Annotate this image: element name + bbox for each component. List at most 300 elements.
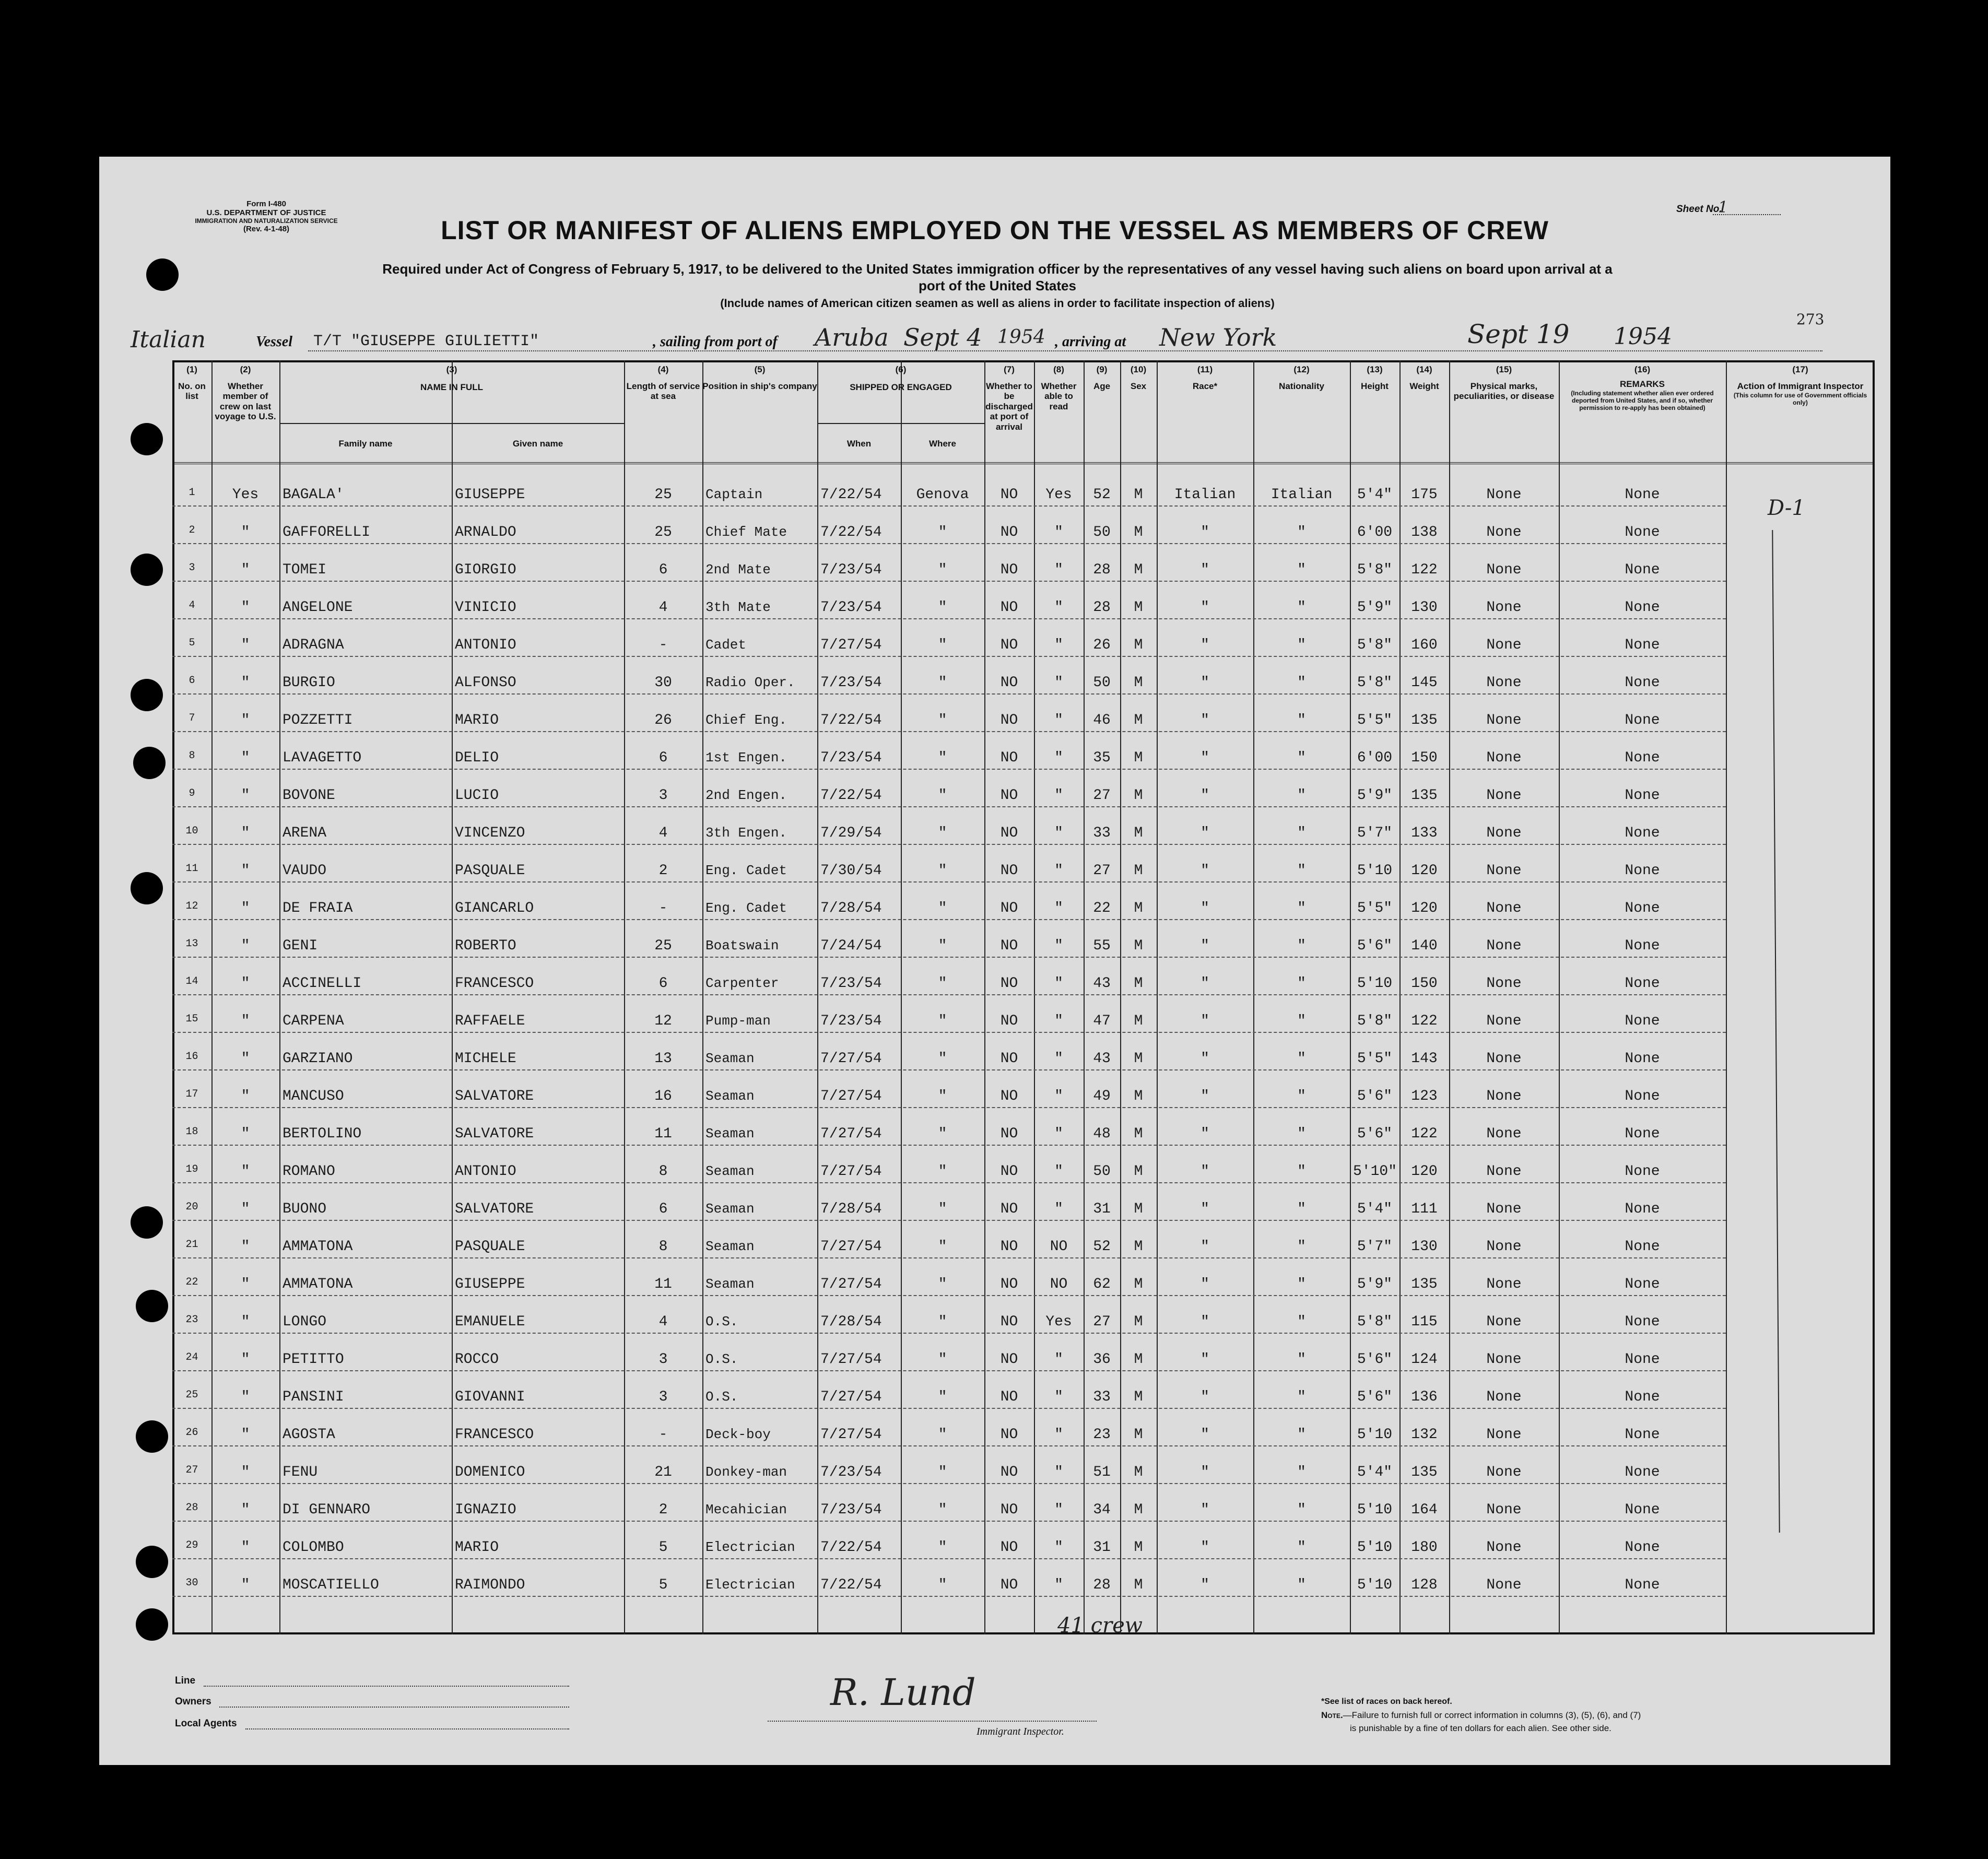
cell-discharge: NO (1000, 787, 1018, 804)
row-rule (172, 881, 1726, 883)
cell-age: 62 (1093, 1276, 1111, 1292)
cell-discharge: NO (1000, 1163, 1018, 1180)
cell-discharge: NO (1000, 1051, 1018, 1067)
cell-when: 7/23/54 (820, 562, 882, 578)
cell-age: 22 (1093, 900, 1111, 916)
cell-weight: 122 (1411, 562, 1438, 578)
given-name-header: Given name (512, 439, 563, 449)
form-revision: (Rev. 4-1-48) (243, 225, 290, 234)
row-rule (172, 1295, 1726, 1296)
cell-no: 2 (189, 524, 195, 536)
column-label: Weight (1409, 381, 1439, 391)
note-text-1: —Failure to furnish full or correct information in columns (3), (5), (6), and (7) (1343, 1710, 1641, 1720)
cell-read: NO (1050, 1276, 1068, 1292)
cell-age: 34 (1093, 1502, 1111, 1518)
cell-marks: None (1486, 1126, 1522, 1142)
punch-hole (136, 1608, 168, 1641)
cell-family: BUONO (283, 1201, 327, 1217)
column-label: Physical marks, peculiarities, or disease (1453, 381, 1555, 402)
cell-sex: M (1134, 900, 1143, 916)
cell-position: Seaman (705, 1201, 755, 1217)
cell-position: 2nd Mate (705, 562, 771, 578)
cell-race: " (1201, 712, 1209, 728)
cell-family: PETITTO (283, 1351, 344, 1368)
note-label: Note. (1321, 1710, 1343, 1720)
cell-prev: " (241, 599, 250, 616)
cell-service: - (658, 900, 668, 916)
cell-race: " (1201, 1088, 1209, 1104)
column-17-header (1726, 364, 1875, 407)
cell-family: BAGALA' (283, 487, 344, 503)
cell-when: 7/27/54 (820, 637, 882, 653)
shipped-when-header: When (846, 439, 872, 449)
cell-read: " (1054, 1126, 1063, 1142)
cell-where: " (938, 938, 947, 954)
cell-prev: " (241, 750, 250, 766)
row-rule (172, 1107, 1726, 1108)
cell-where: " (938, 524, 947, 540)
cell-prev: " (241, 975, 250, 992)
cell-family: BURGIO (283, 675, 335, 691)
cell-family: BERTOLINO (283, 1126, 362, 1142)
cell-sex: M (1134, 863, 1143, 879)
cell-age: 28 (1093, 1577, 1111, 1593)
cell-when: 7/23/54 (820, 1013, 882, 1029)
cell-prev: " (241, 900, 250, 916)
table-row (172, 1227, 1875, 1265)
cell-position: Eng. Cadet (705, 900, 787, 916)
cell-race: " (1201, 1201, 1209, 1217)
arrive-year: 1954 (1614, 323, 1672, 350)
cell-age: 26 (1093, 637, 1111, 653)
cell-height: 5'7" (1357, 1239, 1393, 1255)
table-row (172, 1490, 1875, 1528)
cell-where: " (938, 975, 947, 992)
column-13-header (1350, 364, 1399, 391)
cell-race: " (1201, 524, 1209, 540)
row-rule (172, 505, 1726, 507)
cell-given: SALVATORE (455, 1088, 534, 1104)
cell-service: 11 (654, 1276, 672, 1292)
cell-nationality: " (1297, 1051, 1306, 1067)
cell-nationality: " (1297, 599, 1306, 616)
cell-family: POZZETTI (283, 712, 353, 728)
cell-service: 6 (658, 750, 668, 766)
cell-family: GENI (283, 938, 318, 954)
cell-age: 55 (1093, 938, 1111, 954)
cell-read: " (1054, 1464, 1063, 1480)
cell-no: 11 (185, 863, 198, 875)
cell-height: 5'4" (1357, 1464, 1393, 1480)
cell-remarks: None (1625, 1502, 1660, 1518)
row-rule (172, 693, 1726, 695)
inspector-action-mark: D-1 (1768, 496, 1805, 520)
inspector-label: Immigrant Inspector. (977, 1726, 1064, 1737)
cell-family: ROMANO (283, 1163, 335, 1180)
cell-given: ROCCO (455, 1351, 499, 1368)
cell-weight: 145 (1411, 675, 1438, 691)
cell-when: 7/30/54 (820, 863, 882, 879)
sail-date: Sept 4 (903, 323, 982, 351)
cell-sex: M (1134, 787, 1143, 804)
cell-prev: " (241, 787, 250, 804)
cell-age: 23 (1093, 1427, 1111, 1443)
family-name-header: Family name (338, 439, 393, 449)
cell-remarks: None (1625, 1427, 1660, 1443)
row-rule (172, 919, 1726, 920)
cell-marks: None (1486, 1163, 1522, 1180)
cell-height: 5'8" (1357, 1013, 1393, 1029)
cell-race: " (1201, 1351, 1209, 1368)
column-number: (7) (1004, 364, 1015, 374)
cell-no: 20 (185, 1201, 198, 1213)
cell-where: " (938, 750, 947, 766)
cell-family: AMMATONA (283, 1239, 353, 1255)
cell-where: " (938, 1239, 947, 1255)
cell-read: Yes (1045, 487, 1072, 503)
cell-marks: None (1486, 637, 1522, 653)
service-name: IMMIGRATION AND NATURALIZATION SERVICE (195, 217, 338, 225)
column-label: Sex (1130, 381, 1147, 391)
cell-service: 8 (658, 1163, 668, 1180)
cell-discharge: NO (1000, 1126, 1018, 1142)
cell-family: LONGO (283, 1314, 327, 1330)
cell-where: " (938, 1427, 947, 1443)
cell-when: 7/22/54 (820, 712, 882, 728)
cell-no: 22 (185, 1276, 198, 1288)
cell-sex: M (1134, 1013, 1143, 1029)
cell-read: " (1054, 1351, 1063, 1368)
cell-position: Seaman (705, 1239, 755, 1254)
cell-discharge: NO (1000, 524, 1018, 540)
cell-position: O.S. (705, 1389, 738, 1405)
cell-sex: M (1134, 1539, 1143, 1556)
cell-position: O.S. (705, 1314, 738, 1329)
row-rule (172, 957, 1726, 958)
cell-when: 7/29/54 (820, 825, 882, 841)
cell-no: 23 (185, 1314, 198, 1326)
cell-remarks: None (1625, 1051, 1660, 1067)
cell-race: " (1201, 975, 1209, 992)
cell-read: " (1054, 675, 1063, 691)
cell-prev: " (241, 1013, 250, 1029)
cell-given: DOMENICO (455, 1464, 525, 1480)
cell-when: 7/22/54 (820, 787, 882, 804)
subtitle-line-1: Required under Act of Congress of February 5, 1917, to be delivered to the United States immigration officer by the representatives of any vessel having such aliens on board upon arrival at a (382, 261, 1613, 277)
cell-height: 5'9" (1357, 599, 1393, 616)
cell-read: " (1054, 825, 1063, 841)
cell-position: Donkey-man (705, 1464, 787, 1480)
column-number: (12) (1293, 364, 1310, 374)
cell-no: 30 (185, 1577, 198, 1589)
cell-position: Chief Mate (705, 524, 787, 540)
cell-sex: M (1134, 599, 1143, 616)
cell-given: GIUSEPPE (455, 487, 525, 503)
cell-read: " (1054, 637, 1063, 653)
cell-age: 47 (1093, 1013, 1111, 1029)
page-title: LIST OR MANIFEST OF ALIENS EMPLOYED ON THE VESSEL AS MEMBERS OF CREW (441, 216, 1549, 245)
column-number: (13) (1367, 364, 1383, 374)
cell-marks: None (1486, 1051, 1522, 1067)
cell-family: ARENA (283, 825, 327, 841)
cell-given: EMANUELE (455, 1314, 525, 1330)
cell-remarks: None (1625, 863, 1660, 879)
cell-no: 12 (185, 900, 198, 912)
cell-race: " (1201, 863, 1209, 879)
row-rule (172, 994, 1726, 995)
cell-discharge: NO (1000, 1464, 1018, 1480)
column-label: Length of service at sea (626, 381, 700, 402)
cell-marks: None (1486, 1276, 1522, 1292)
cell-age: 27 (1093, 1314, 1111, 1330)
crew-count-note: 41 crew (1057, 1614, 1143, 1638)
punch-hole (131, 554, 163, 586)
cell-when: 7/27/54 (820, 1276, 882, 1292)
punch-hole (131, 423, 163, 455)
cell-service: 4 (658, 1314, 668, 1330)
subtitle-line-2: port of the United States (919, 278, 1076, 293)
cell-remarks: None (1625, 1539, 1660, 1556)
cell-position: Seaman (705, 1276, 755, 1292)
cell-position: Carpenter (705, 975, 779, 991)
cell-when: 7/27/54 (820, 1088, 882, 1104)
cell-prev: Yes (232, 487, 259, 503)
cell-no: 10 (185, 825, 198, 837)
cell-nationality: " (1297, 1577, 1306, 1593)
cell-family: BOVONE (283, 787, 335, 804)
cell-family: AGOSTA (283, 1427, 335, 1443)
cell-prev: " (241, 1201, 250, 1217)
line-rule (204, 1686, 569, 1687)
cell-remarks: None (1625, 975, 1660, 992)
cell-discharge: NO (1000, 1314, 1018, 1330)
row-rule (172, 1445, 1726, 1446)
cell-race: " (1201, 1427, 1209, 1443)
manifest-sheet (99, 157, 1890, 1765)
cell-position: 1st Engen. (705, 750, 787, 766)
cell-weight: 136 (1411, 1389, 1438, 1405)
cell-race: " (1201, 599, 1209, 616)
cell-sex: M (1134, 712, 1143, 728)
cell-weight: 140 (1411, 938, 1438, 954)
column-number: (17) (1792, 364, 1808, 374)
cell-height: 5'8" (1357, 1314, 1393, 1330)
cell-age: 43 (1093, 975, 1111, 992)
cell-age: 52 (1093, 487, 1111, 503)
cell-weight: 164 (1411, 1502, 1438, 1518)
cell-nationality: " (1297, 938, 1306, 954)
cell-prev: " (241, 1314, 250, 1330)
cell-nationality: " (1297, 1239, 1306, 1255)
cell-remarks: None (1625, 1351, 1660, 1368)
cell-given: FRANCESCO (455, 975, 534, 992)
cell-prev: " (241, 1427, 250, 1443)
cell-height: 5'10 (1357, 863, 1393, 879)
cell-service: 25 (654, 524, 672, 540)
cell-given: MARIO (455, 712, 499, 728)
cell-prev: " (241, 675, 250, 691)
cell-no: 5 (189, 637, 195, 649)
cell-when: 7/27/54 (820, 1163, 882, 1180)
cell-remarks: None (1625, 1201, 1660, 1217)
cell-weight: 135 (1411, 1276, 1438, 1292)
table-row (172, 1265, 1875, 1302)
cell-family: ANGELONE (283, 599, 353, 616)
column-9-header (1084, 364, 1120, 391)
cell-read: " (1054, 712, 1063, 728)
cell-race: " (1201, 1239, 1209, 1255)
cell-given: PASQUALE (455, 863, 525, 879)
row-rule (172, 1145, 1726, 1146)
cell-marks: None (1486, 1013, 1522, 1029)
column-label: Nationality (1279, 381, 1324, 391)
cell-where: " (938, 1163, 947, 1180)
cell-height: 6'00 (1357, 750, 1393, 766)
cell-position: Cadet (705, 637, 747, 653)
table-row (172, 1453, 1875, 1490)
cell-weight: 150 (1411, 975, 1438, 992)
cell-race: " (1201, 1577, 1209, 1593)
cell-age: 52 (1093, 1239, 1111, 1255)
cell-family: GAFFORELLI (283, 524, 371, 540)
cell-prev: " (241, 562, 250, 578)
cell-when: 7/27/54 (820, 1351, 882, 1368)
cell-weight: 135 (1411, 787, 1438, 804)
cell-nationality: " (1297, 863, 1306, 879)
row-rule (172, 1558, 1726, 1559)
cell-no: 3 (189, 562, 195, 574)
table-row (172, 475, 1875, 513)
cell-sex: M (1134, 1276, 1143, 1292)
header-subdivider (817, 423, 984, 424)
cell-no: 18 (185, 1126, 198, 1138)
cell-discharge: NO (1000, 938, 1018, 954)
table-row (172, 1002, 1875, 1039)
cell-sex: M (1134, 1201, 1143, 1217)
row-rule (172, 806, 1726, 807)
cell-discharge: NO (1000, 1276, 1018, 1292)
column-label: SHIPPED OR ENGAGED (850, 382, 952, 392)
column-label: Height (1361, 381, 1389, 391)
department: U.S. DEPARTMENT OF JUSTICE (206, 208, 326, 218)
column-2-header (211, 364, 279, 422)
cell-race: " (1201, 1126, 1209, 1142)
cell-remarks: None (1625, 938, 1660, 954)
cell-discharge: NO (1000, 1427, 1018, 1443)
crew-table (172, 360, 1875, 1744)
cell-where: " (938, 675, 947, 691)
cell-family: AMMATONA (283, 1276, 353, 1292)
cell-given: IGNAZIO (455, 1502, 516, 1518)
cell-service: 6 (658, 1201, 668, 1217)
cell-given: GIORGIO (455, 562, 516, 578)
cell-prev: " (241, 863, 250, 879)
cell-weight: 138 (1411, 524, 1438, 540)
cell-weight: 124 (1411, 1351, 1438, 1368)
cell-position: O.S. (705, 1351, 738, 1367)
column-number: (10) (1130, 364, 1147, 374)
punch-hole (136, 1290, 168, 1322)
cell-remarks: None (1625, 825, 1660, 841)
subtitle-line-3: (Include names of American citizen seamen as well as aliens in order to facilitate inspection of aliens) (720, 297, 1275, 310)
column-14-header (1399, 364, 1449, 391)
sheet-number: 1 (1718, 198, 1728, 217)
cell-age: 46 (1093, 712, 1111, 728)
cell-position: Captain (705, 487, 763, 502)
row-rule (172, 1220, 1726, 1221)
corner-number: 273 (1796, 311, 1825, 328)
port-to: New York (1159, 323, 1277, 351)
cell-where: " (938, 1464, 947, 1480)
cell-when: 7/23/54 (820, 1464, 882, 1480)
cell-prev: " (241, 1502, 250, 1518)
shipped-where-header: Where (929, 439, 956, 449)
cell-service: 6 (658, 975, 668, 992)
cell-remarks: None (1625, 1239, 1660, 1255)
cell-race: " (1201, 1013, 1209, 1029)
cell-given: ANTONIO (455, 637, 516, 653)
cell-no: 16 (185, 1051, 198, 1063)
cell-position: 3th Engen. (705, 825, 787, 841)
cell-race: " (1201, 1276, 1209, 1292)
cell-given: GIOVANNI (455, 1389, 525, 1405)
cell-marks: None (1486, 1464, 1522, 1480)
cell-nationality: " (1297, 1539, 1306, 1556)
table-row (172, 1077, 1875, 1114)
cell-weight: 115 (1411, 1314, 1438, 1330)
sheet-label: Sheet No. (1676, 204, 1722, 215)
cell-nationality: " (1297, 750, 1306, 766)
cell-service: 8 (658, 1239, 668, 1255)
table-row (172, 814, 1875, 851)
cell-sex: M (1134, 1239, 1143, 1255)
cell-position: Electrician (705, 1577, 795, 1593)
cell-family: LAVAGETTO (283, 750, 362, 766)
cell-discharge: NO (1000, 637, 1018, 653)
cell-race: " (1201, 1539, 1209, 1556)
cell-given: ALFONSO (455, 675, 516, 691)
cell-marks: None (1486, 1539, 1522, 1556)
row-rule (172, 1370, 1726, 1371)
cell-given: MICHELE (455, 1051, 516, 1067)
column-number: (15) (1496, 364, 1512, 374)
column-label: Whether able to read (1041, 381, 1077, 411)
cell-where: " (938, 637, 947, 653)
cell-marks: None (1486, 1239, 1522, 1255)
cell-weight: 175 (1411, 487, 1438, 503)
cell-where: " (938, 1126, 947, 1142)
cell-position: Deck-boy (705, 1427, 771, 1442)
cell-sex: M (1134, 487, 1143, 503)
column-number: (9) (1096, 364, 1108, 374)
cell-when: 7/27/54 (820, 1427, 882, 1443)
cell-height: 5'5" (1357, 1051, 1393, 1067)
cell-read: Yes (1045, 1314, 1072, 1330)
cell-when: 7/22/54 (820, 487, 882, 503)
column-1-header (172, 364, 211, 402)
cell-marks: None (1486, 1577, 1522, 1593)
cell-nationality: " (1297, 1464, 1306, 1480)
cell-height: 5'5" (1357, 712, 1393, 728)
cell-marks: None (1486, 1351, 1522, 1368)
cell-no: 19 (185, 1163, 198, 1175)
punch-hole (146, 258, 179, 291)
line-label: Line (175, 1675, 196, 1686)
cell-prev: " (241, 712, 250, 728)
cell-given: DELIO (455, 750, 499, 766)
column-number: (3) (446, 364, 457, 374)
cell-position: Seaman (705, 1126, 755, 1142)
